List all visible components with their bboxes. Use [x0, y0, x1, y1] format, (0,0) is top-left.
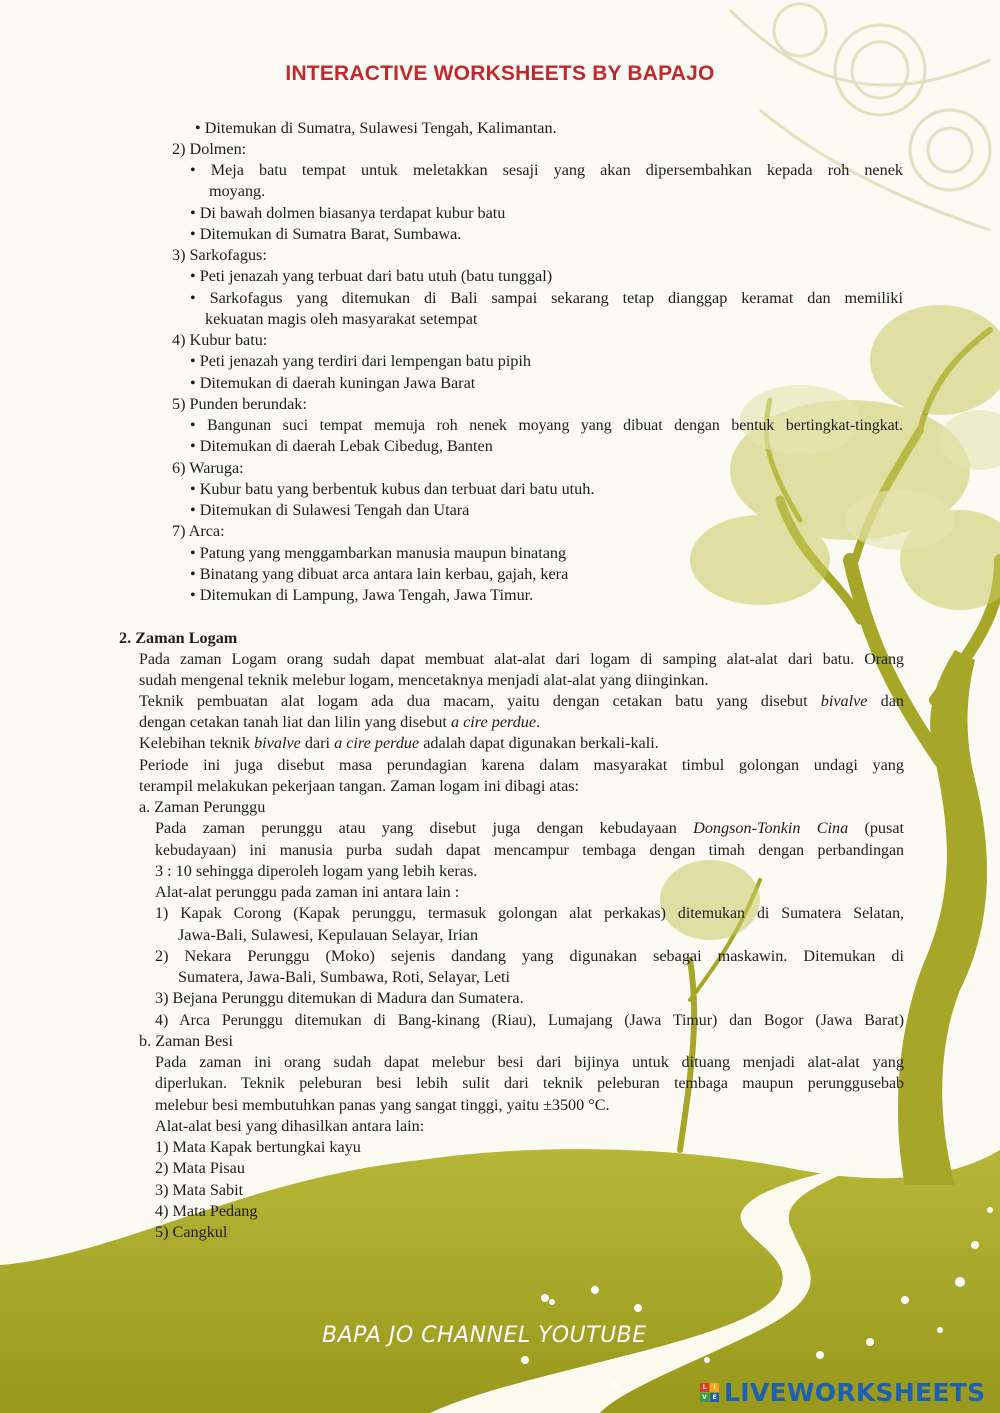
tree-trunk	[898, 650, 987, 1185]
text-line: Teknik pembuatan alat logam ada dua macam, yaitu dengan cetakan batu yang disebut bivalve dan	[139, 692, 905, 710]
text-line: sudah mengenal teknik melebur logam, mencetaknya menjadi alat-alat yang diinginkan.	[139, 671, 709, 689]
text-line: melebur besi membutuhkan panas yang sangat tinggi, yaitu ±3500 °C.	[155, 1096, 610, 1114]
green-hill	[0, 1149, 1000, 1413]
list-item: 3) Mata Sabit	[155, 1181, 244, 1199]
text-line: 3 : 10 sehingga diperoleh logam yang lebih keras.	[155, 862, 478, 880]
text-line: diperlukan. Teknik peleburan besi lebih sulit dari teknik peleburan tembaga maupun perunggusebab	[155, 1075, 904, 1092]
text-line: Kelebihan teknik bivalve dari a cire perdue adalah dapat digunakan berkali-kali.	[139, 734, 659, 752]
list-heading: 6) Waruga:	[172, 459, 244, 477]
list-heading: 4) Kubur batu:	[172, 331, 268, 349]
text-line: Pada zaman Logam orang sudah dapat membuat alat-alat dari logam di samping alat-alat dari batu. Orang	[139, 651, 904, 668]
text-line: Alat-alat besi yang dihasilkan antara lain:	[155, 1117, 425, 1135]
text-line: • Ditemukan di Sumatra, Sulawesi Tengah, Kalimantan.	[195, 119, 557, 137]
text-line: • Peti jenazah yang terbuat dari batu utuh (batu tunggal)	[190, 267, 553, 285]
text-line: • Meja batu tempat untuk meletakkan sesaji yang akan dipersembahkan kepada roh nenek	[190, 161, 903, 179]
liveworksheets-brand[interactable]	[700, 1378, 985, 1407]
text-line: • Sarkofagus yang ditemukan di Bali sampai sekarang tetap dianggap keramat dan memiliki	[190, 289, 903, 307]
text-line: • Ditemukan di Lampung, Jawa Tengah, Jawa Timur.	[190, 586, 534, 604]
list-item: 1) Mata Kapak bertungkai kayu	[155, 1138, 361, 1156]
section-heading: 2. Zaman Logam	[119, 629, 238, 647]
text-line: • Ditemukan di daerah kuningan Jawa Barat	[190, 374, 476, 392]
text-line: terampil melakukan pekerjaan tangan. Zaman logam ini dibagi atas:	[139, 777, 580, 795]
text-line: kebudayaan) ini manusia purba sudah dapat mencampur tembaga dengan timah dengan perbandingan	[155, 842, 904, 859]
liveworksheets-logo-icon: L I V E	[700, 1383, 719, 1402]
list-item: 4) Arca Perunggu ditemukan di Bang-kinang (Riau), Lumajang (Jawa Timur) dan Bogor (Jawa Barat)	[155, 1012, 904, 1029]
text-line: Pada zaman perunggu atau yang disebut juga dengan kebudayaan Dongson-Tonkin Cina (pusat	[155, 819, 905, 837]
subsection-heading: b. Zaman Besi	[139, 1032, 233, 1050]
text-line: Alat-alat perunggu pada zaman ini antara lain :	[155, 883, 460, 901]
list-heading: 2) Dolmen:	[172, 140, 247, 158]
list-item: 2) Mata Pisau	[155, 1159, 245, 1177]
list-item: 1) Kapak Corong (Kapak perunggu, termasuk golongan alat perkakas) ditemukan di Sumatera Selatan,	[155, 905, 904, 922]
text-line: kekuatan magis oleh masyarakat setempat	[205, 310, 478, 328]
text-line: • Ditemukan di daerah Lebak Cibedug, Banten	[190, 437, 493, 455]
channel-footer: BAPA JO CHANNEL YOUTUBE	[322, 1323, 647, 1348]
liveworksheets-wordmark: LIVEWORKSHEETS	[724, 1378, 986, 1407]
text-line: • Peti jenazah yang terdiri dari lempengan batu pipih	[190, 352, 531, 370]
list-heading: 7) Arca:	[172, 522, 225, 540]
text-line: • Ditemukan di Sumatra Barat, Sumbawa.	[190, 225, 462, 243]
text-line: moyang.	[209, 182, 266, 200]
page-header: INTERACTIVE WORKSHEETS BY BAPAJO	[285, 62, 715, 85]
list-heading: 5) Punden berundak:	[172, 395, 307, 413]
text-line: Periode ini juga disebut masa perundagian karena dalam masyarakat timbul golongan undagi yang	[139, 756, 904, 774]
list-heading: 3) Sarkofagus:	[172, 246, 267, 264]
list-item: 5) Cangkul	[155, 1223, 228, 1241]
swirl-ornament	[730, 4, 990, 230]
list-item: 3) Bejana Perunggu ditemukan di Madura dan Sumatera.	[155, 989, 524, 1007]
text-line: Jawa-Bali, Sulawesi, Kepulauan Selayar, Irian	[178, 926, 479, 944]
text-line: Pada zaman ini orang sudah dapat melebur besi dari bijinya untuk dituang menjadi alat-alat yang	[155, 1053, 904, 1071]
subsection-heading: a. Zaman Perunggu	[139, 798, 266, 816]
text-line: • Patung yang menggambarkan manusia maupun binatang	[190, 544, 567, 562]
text-line: • Ditemukan di Sulawesi Tengah dan Utara	[190, 501, 470, 519]
text-line: • Di bawah dolmen biasanya terdapat kubur batu	[190, 204, 506, 222]
text-line: • Bangunan suci tempat memuja roh nenek moyang yang dibuat dengan bentuk bertingkat-tingkat.	[190, 417, 903, 434]
text-line: • Binatang yang dibuat arca antara lain kerbau, gajah, kera	[190, 565, 569, 583]
text-line: Sumatera, Jawa-Bali, Sumbawa, Roti, Selayar, Leti	[178, 968, 511, 986]
list-item: 4) Mata Pedang	[155, 1202, 258, 1220]
text-line: • Kubur batu yang berbentuk kubus dan terbuat dari batu utuh.	[190, 480, 595, 498]
text-line: dengan cetakan tanah liat dan lilin yang disebut a cire perdue.	[139, 713, 541, 731]
list-item: 2) Nekara Perunggu (Moko) sejenis dandang yang digunakan sebagai maskawin. Ditemukan di	[155, 947, 904, 965]
